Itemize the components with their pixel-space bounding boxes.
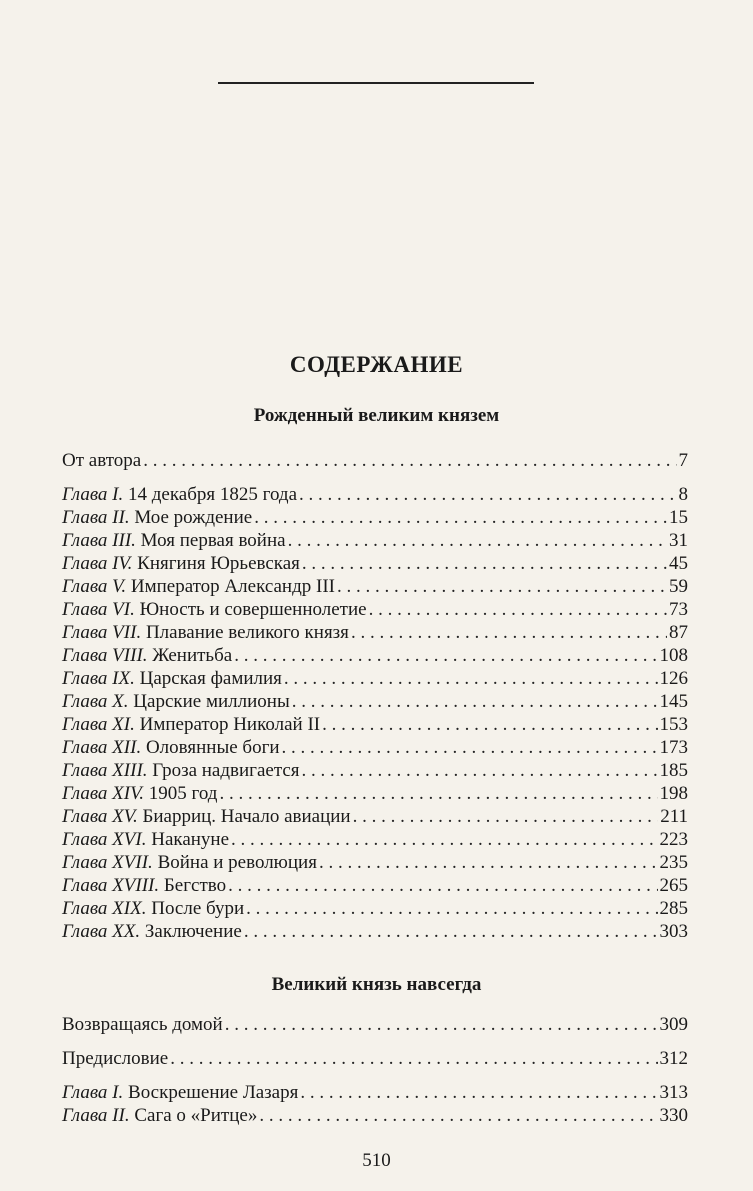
chapter-prefix: Глава VII. <box>62 622 142 643</box>
leader-dots <box>300 1081 657 1105</box>
chapter-title: 14 декабря 1825 года <box>128 484 298 505</box>
chapter-title: Гроза надвигается <box>152 760 300 781</box>
toc-entry-label <box>62 713 320 737</box>
toc-entry-chapter-6 <box>62 598 688 622</box>
toc-entry-label <box>62 782 217 806</box>
chapter-title: Война и революция <box>157 852 317 873</box>
toc-entry-chapter-4 <box>62 552 688 576</box>
chapter-prefix: Глава V. <box>62 576 127 597</box>
toc-entry-page: 223 <box>659 829 688 850</box>
chapter-prefix: Глава IV. <box>62 553 133 574</box>
toc-entry-chapter-2 <box>62 506 688 530</box>
toc-entry-label <box>62 483 297 507</box>
toc-entry-page: 265 <box>659 875 688 896</box>
chapter-title: Накануне <box>151 829 230 850</box>
toc-entry-label <box>62 759 300 783</box>
toc-entry-page: 312 <box>659 1048 688 1069</box>
leader-dots <box>231 828 657 852</box>
leader-dots <box>353 805 659 829</box>
chapter-prefix: Глава I. <box>62 484 124 505</box>
toc-entry-label: От автора <box>62 450 142 471</box>
toc-entry-page: 145 <box>659 691 688 712</box>
toc-entry-page: 185 <box>659 760 688 781</box>
leader-dots <box>259 1104 657 1128</box>
part-title-1: Рожденный великим князем <box>253 405 500 426</box>
chapter-title: Плавание великого князя <box>145 622 349 643</box>
toc-entry-page: 211 <box>660 806 688 827</box>
chapter-prefix: Глава XVIII. <box>62 875 160 896</box>
chapter-title: Биарриц. Начало авиации <box>142 806 351 827</box>
chapter-title: Император Николай II <box>139 714 321 735</box>
chapter-title: Юность и совершеннолетие <box>139 599 367 620</box>
toc-entry-page: 330 <box>659 1105 688 1126</box>
leader-dots <box>302 552 667 576</box>
chapter-title: Женитьба <box>152 645 233 666</box>
toc-entry-label <box>62 690 290 714</box>
toc-entry-page: 126 <box>659 668 688 689</box>
leader-dots <box>244 920 658 944</box>
toc-entry-page: 8 <box>678 484 688 505</box>
chapter-prefix: Глава II. <box>62 1105 130 1126</box>
leader-dots <box>299 483 676 507</box>
toc-entry-page: 87 <box>669 622 688 643</box>
part-title-2: Великий князь навсегда <box>271 974 482 995</box>
chapter-prefix: Глава XIX. <box>62 898 147 919</box>
toc-entry-page: 303 <box>659 921 688 942</box>
leader-dots <box>322 713 657 737</box>
toc-entry-label <box>62 920 242 944</box>
page-number: 510 <box>362 1150 391 1171</box>
toc-entry-label <box>62 874 226 898</box>
toc-entry-author-note <box>62 449 688 473</box>
chapter-prefix: Глава IX. <box>62 668 135 689</box>
toc-entry-chapter-3 <box>62 529 688 553</box>
toc-entry-page: 313 <box>659 1082 688 1103</box>
chapter-prefix: Глава III. <box>62 530 136 551</box>
toc-entry-page: 108 <box>659 645 688 666</box>
toc-entry-label <box>62 598 367 622</box>
toc-entry-label <box>62 736 280 760</box>
chapter-prefix: Глава VIII. <box>62 645 148 666</box>
toc-entry-label <box>62 805 351 829</box>
chapter-title: Царские миллионы <box>133 691 290 712</box>
chapter-title: После бури <box>151 898 245 919</box>
header-rule <box>218 82 534 84</box>
toc-entry-part2-chapter-2 <box>62 1104 688 1128</box>
toc-entry-chapter-18 <box>62 874 688 898</box>
chapter-prefix: Глава VI. <box>62 599 135 620</box>
toc-entry-chapter-16 <box>62 828 688 852</box>
toc-entry-chapter-17 <box>62 851 688 875</box>
toc-entry-label <box>62 621 349 645</box>
toc-entry-label <box>62 851 317 875</box>
toc-entry-chapter-14 <box>62 782 688 806</box>
toc-entry-page: 45 <box>669 553 688 574</box>
chapter-prefix: Глава X. <box>62 691 129 712</box>
toc-entry-page: 198 <box>659 783 688 804</box>
chapter-title: Заключение <box>144 921 242 942</box>
toc-entry-label <box>62 1081 298 1105</box>
toc-entry-label <box>62 1104 257 1128</box>
toc-entry-page: 59 <box>669 576 688 597</box>
toc-entry-page: 73 <box>669 599 688 620</box>
toc-entry-label <box>62 644 232 668</box>
chapter-prefix: Глава XVI. <box>62 829 147 850</box>
toc-entry-label: Предисловие <box>62 1048 169 1069</box>
chapter-title: Бегство <box>163 875 227 896</box>
toc-entry-page: 309 <box>659 1014 688 1035</box>
toc-entry-chapter-20 <box>62 920 688 944</box>
chapter-title: Император Александр III <box>130 576 335 597</box>
toc-title: СОДЕРЖАНИЕ <box>289 352 464 377</box>
toc-entry-chapter-8 <box>62 644 688 668</box>
toc-entry-chapter-10 <box>62 690 688 714</box>
leader-dots <box>219 782 657 806</box>
leader-dots <box>369 598 667 622</box>
toc-entry-page: 235 <box>659 852 688 873</box>
toc-entry-page: 153 <box>659 714 688 735</box>
toc-entry-chapter-12 <box>62 736 688 760</box>
leader-dots <box>282 736 658 760</box>
toc-entry-preface <box>62 1047 688 1071</box>
leader-dots <box>337 575 667 599</box>
chapter-title: Воскрешение Лазаря <box>128 1082 299 1103</box>
toc-entry-chapter-15 <box>62 805 688 829</box>
chapter-prefix: Глава II. <box>62 507 130 528</box>
leader-dots <box>284 667 658 691</box>
toc-entry-page: 31 <box>669 530 688 551</box>
chapter-title: Моя первая война <box>140 530 286 551</box>
toc-entry-returning-home <box>62 1013 688 1037</box>
chapter-title: Оловянные боги <box>145 737 280 758</box>
toc-entry-label: Возвращаясь домой <box>62 1014 223 1035</box>
leader-dots <box>254 506 667 530</box>
toc-entry-label <box>62 506 252 530</box>
chapter-prefix: Глава XIII. <box>62 760 148 781</box>
leader-dots <box>292 690 658 714</box>
chapter-prefix: Глава XIV. <box>62 783 145 804</box>
toc-entry-chapter-13 <box>62 759 688 783</box>
toc-entry-chapter-1 <box>62 483 688 507</box>
toc-entry-chapter-11 <box>62 713 688 737</box>
leader-dots <box>246 897 657 921</box>
chapter-title: 1905 год <box>148 783 218 804</box>
leader-dots <box>319 851 658 875</box>
toc-entry-part2-chapter-1 <box>62 1081 688 1105</box>
leader-dots <box>234 644 657 668</box>
chapter-prefix: Глава XI. <box>62 714 135 735</box>
leader-dots <box>302 759 658 783</box>
toc-entry-label <box>62 897 244 921</box>
toc-entry-chapter-7 <box>62 621 688 645</box>
leader-dots <box>288 529 667 553</box>
chapter-prefix: Глава XII. <box>62 737 142 758</box>
toc-entry-label <box>62 667 282 691</box>
toc-entry-chapter-9 <box>62 667 688 691</box>
leader-dots <box>228 874 657 898</box>
chapter-prefix: Глава XVII. <box>62 852 153 873</box>
chapter-title: Царская фамилия <box>139 668 282 689</box>
leader-dots <box>143 449 676 473</box>
chapter-prefix: Глава XV. <box>62 806 138 827</box>
toc-entry-chapter-5 <box>62 575 688 599</box>
chapter-prefix: Глава I. <box>62 1082 124 1103</box>
toc-entry-label <box>62 552 300 576</box>
toc-entry-chapter-19 <box>62 897 688 921</box>
leader-dots <box>351 621 667 645</box>
toc-entry-label <box>62 828 229 852</box>
toc-entry-page: 173 <box>659 737 688 758</box>
chapter-prefix: Глава XX. <box>62 921 141 942</box>
toc-entry-label <box>62 529 286 553</box>
toc-entry-page: 7 <box>678 450 688 471</box>
toc-entry-page: 285 <box>659 898 688 919</box>
chapter-title: Мое рождение <box>134 507 253 528</box>
leader-dots <box>225 1013 658 1037</box>
leader-dots <box>170 1047 657 1071</box>
chapter-title: Княгиня Юрьевская <box>137 553 300 574</box>
toc-entry-page: 15 <box>669 507 688 528</box>
toc-entry-label <box>62 575 335 599</box>
chapter-title: Сага о «Ритце» <box>134 1105 258 1126</box>
